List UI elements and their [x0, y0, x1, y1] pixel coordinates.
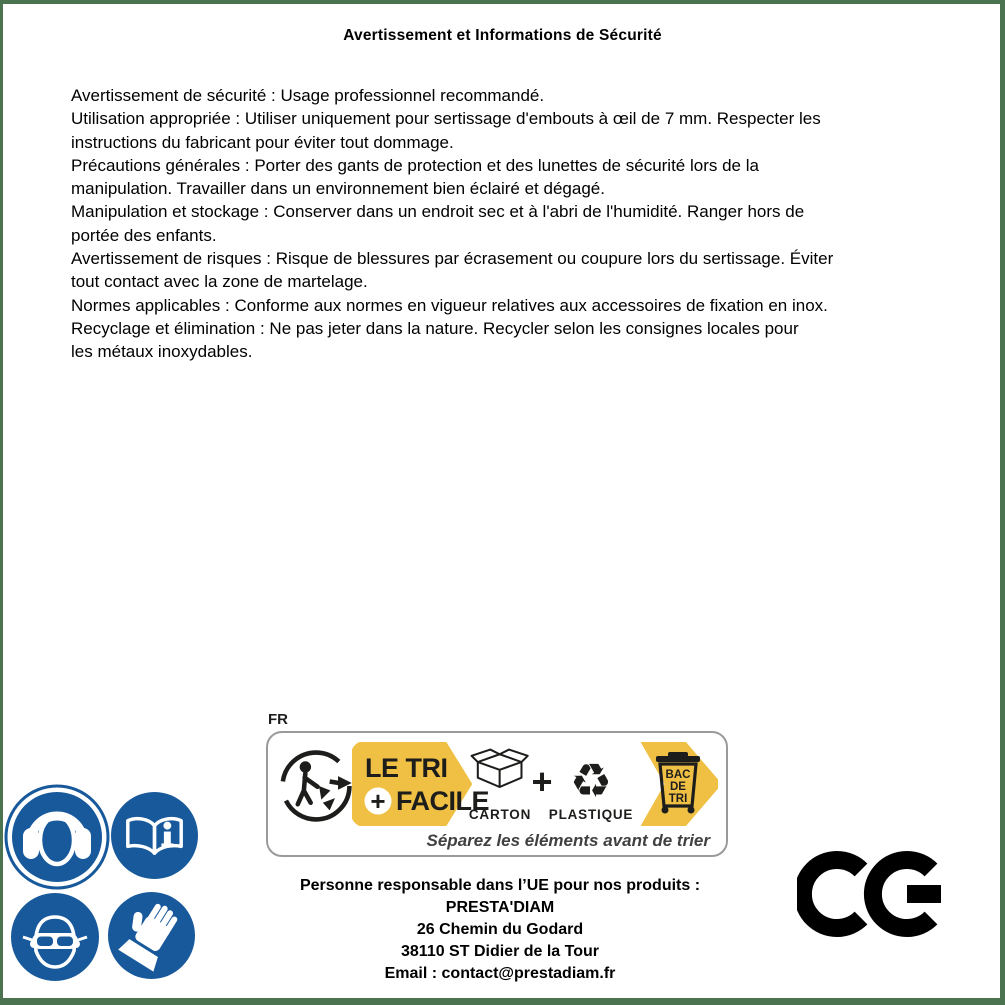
safety-text-line: manipulation. Travailler dans un environnement bien éclairé et dégagé.	[71, 179, 605, 199]
recycling-sorting-label	[266, 731, 728, 857]
material-carton-label: CARTON	[468, 807, 532, 822]
material-plastique-label: PLASTIQUE	[548, 807, 634, 822]
company-name: PRESTA'DIAM	[445, 899, 555, 916]
safety-text-line: Normes applicables : Conforme aux normes en vigueur relatives aux accessoires de fixation en inox.	[71, 295, 828, 315]
sorting-bin-icon	[656, 752, 700, 814]
triman-logo-icon	[278, 748, 354, 824]
tri-facile-band	[352, 742, 718, 826]
tri-tagline-bottom: FACILE	[396, 786, 490, 816]
plastic-recycle-icon: ♻	[569, 754, 613, 809]
bin-text-line: TRI	[668, 793, 688, 805]
ce-mark-icon	[797, 842, 947, 946]
address-line: 26 Chemin du Godard	[416, 921, 584, 938]
safety-text-block	[71, 84, 961, 364]
tri-plus-icon: +	[370, 786, 386, 816]
responsible-party-block	[250, 875, 750, 985]
wear-eye-protection-icon	[11, 893, 99, 981]
safety-text-line: Avertissement de sécurité : Usage professionnel recommandé.	[71, 86, 545, 105]
materials-plus-icon: +	[531, 761, 553, 802]
safety-text-line: Recyclage et élimination : Ne pas jeter dans la nature. Recycler selon les consignes locales pour	[71, 318, 799, 338]
bin-text-line: DE	[670, 781, 686, 793]
safety-text-line: instructions du fabricant pour éviter tout dommage.	[71, 132, 454, 152]
wear-protective-gloves-icon	[108, 892, 195, 979]
safety-text-line: Avertissement de risques : Risque de blessures par écrasement ou coupure lors du sertissage. Éviter	[71, 249, 834, 269]
carton-box-icon	[472, 750, 528, 787]
safety-text-line: tout contact avec la zone de martelage.	[71, 272, 368, 292]
safety-text-line: Précautions générales : Porter des gants de protection et des lunettes de sécurité lors de la	[71, 155, 759, 175]
country-code-label: FR	[268, 711, 288, 728]
tri-tagline-top: LE TRI	[365, 753, 448, 783]
safety-text-line: Utilisation appropriée : Utiliser uniquement pour sertissage d'embouts à œil de 7 mm. Respecter les	[71, 109, 821, 129]
safety-text-line: les métaux inoxydables.	[71, 342, 253, 362]
bin-text-line: BAC	[665, 769, 691, 781]
safety-text-line: Manipulation et stockage : Conserver dans un endroit sec et à l'abri de l'humidité. Ranger hors de	[71, 202, 805, 222]
tri-footer-note: Séparez les éléments avant de trier	[426, 831, 710, 850]
page-title: Avertissement et Informations de Sécurité	[343, 27, 662, 44]
responsible-party-line: Personne responsable dans l’UE pour nos produits :	[299, 877, 701, 894]
read-instruction-manual-icon	[111, 792, 198, 879]
address-line: 38110 ST Didier de la Tour	[401, 943, 599, 960]
wear-ear-protection-icon	[4, 784, 110, 890]
email-line: Email : contact@prestadiam.fr	[384, 965, 616, 982]
safety-text-line: portée des enfants.	[71, 225, 217, 245]
